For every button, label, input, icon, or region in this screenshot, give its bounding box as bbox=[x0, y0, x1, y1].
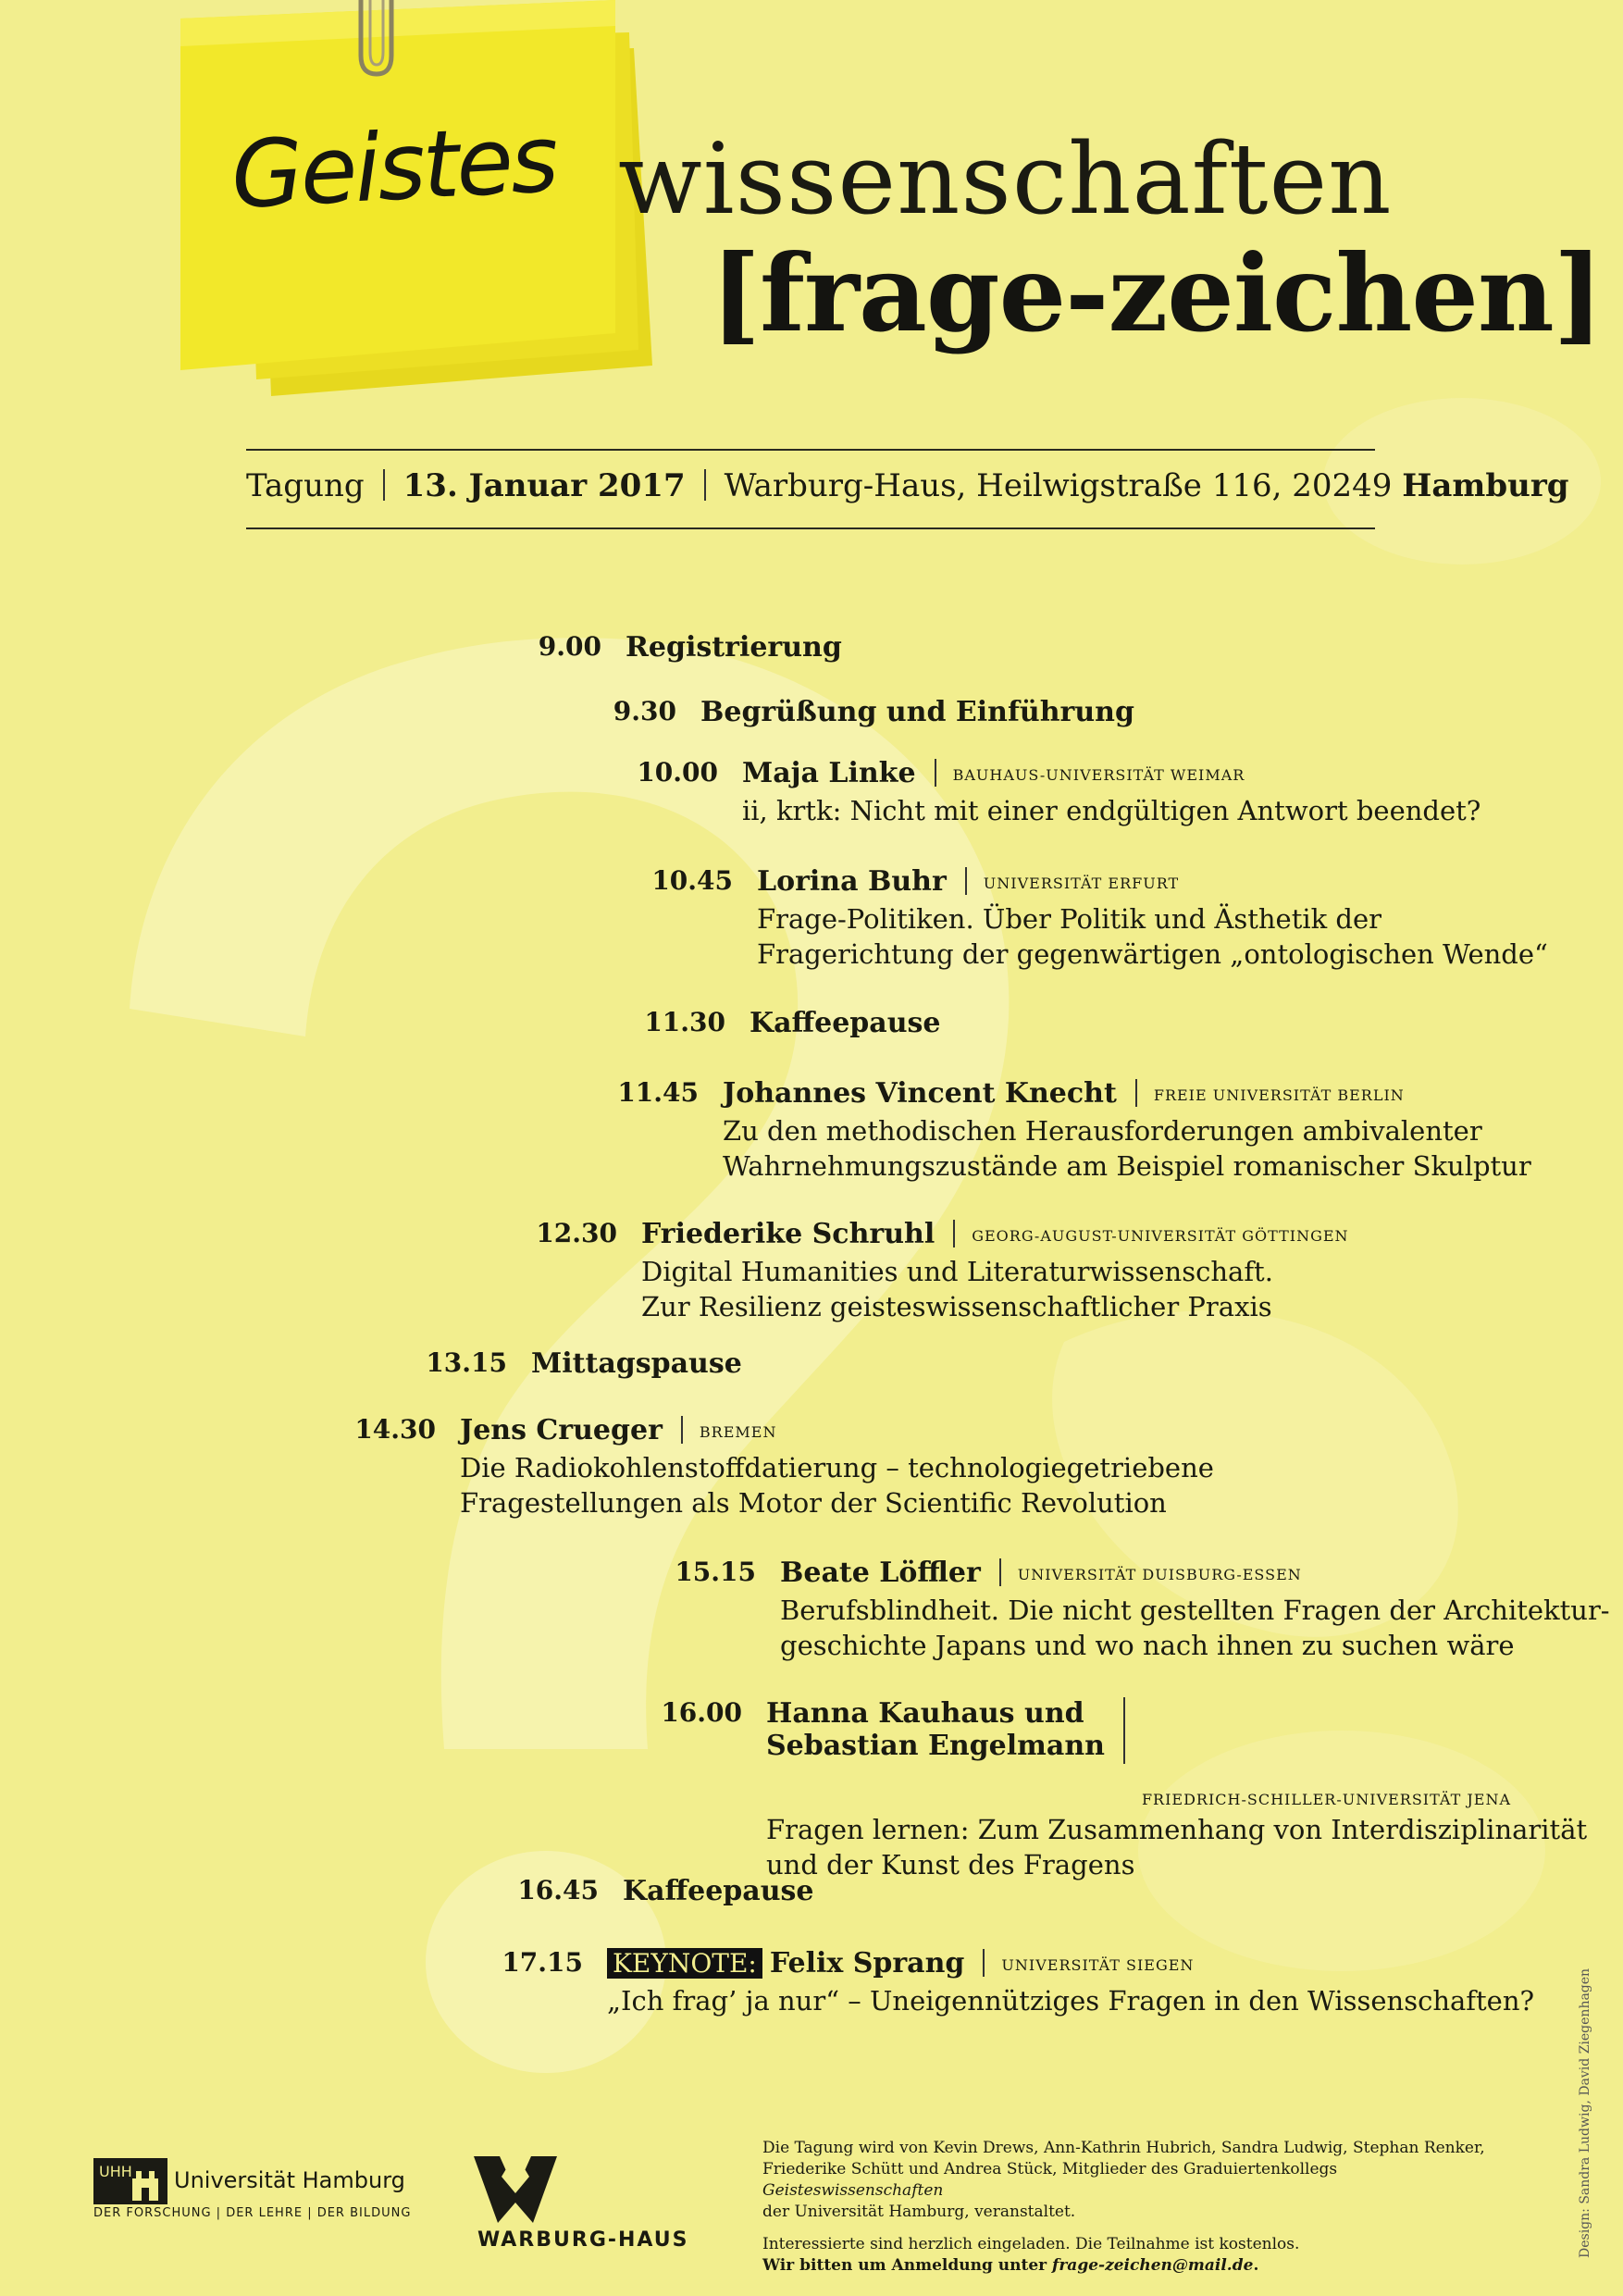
title-main: wissenschaften bbox=[618, 122, 1393, 236]
event-info bbox=[246, 467, 1569, 504]
speaker-name: Jens Crueger bbox=[460, 1414, 663, 1446]
speaker-name: Beate Löffler bbox=[780, 1557, 981, 1589]
speaker-name: Johannes Vincent Knecht bbox=[723, 1077, 1117, 1110]
speaker-institution: FRIEDRICH-SCHILLER-UNIVERSITÄT JENA bbox=[1141, 1791, 1512, 1808]
talk-title-line: Wahrnehmungszustände am Beispiel romanischer Skulptur bbox=[723, 1150, 1531, 1182]
organizers-line: Friederike Schütt und Andrea Stück, Mitglieder des Graduiertenkollegs bbox=[762, 2160, 1338, 2178]
program-time: 16.00 bbox=[661, 1697, 742, 1728]
speaker-names bbox=[766, 1697, 1105, 1762]
program-item bbox=[637, 757, 1481, 828]
uhh-motto: DER FORSCHUNG | DER LEHRE | DER BILDUNG bbox=[93, 2206, 412, 2220]
program-time: 12.30 bbox=[536, 1218, 617, 1248]
talk-title-line: Die Radiokohlenstoffdatierung – technologiegetriebene bbox=[460, 1452, 1214, 1483]
talk-title bbox=[460, 1450, 1214, 1520]
speaker-institution: UNIVERSITÄT SIEGEN bbox=[1001, 1956, 1195, 1974]
invitation-text bbox=[762, 2234, 1521, 2277]
separator bbox=[704, 469, 706, 501]
separator bbox=[999, 1558, 1001, 1586]
talk-title-line: Digital Humanities und Literaturwissenschaft. bbox=[641, 1256, 1273, 1287]
program-time: 16.45 bbox=[517, 1875, 599, 1905]
program-label: Kaffeepause bbox=[750, 1007, 941, 1039]
design-credit: Design: Sandra Ludwig, David Ziegenhagen bbox=[1578, 1967, 1592, 2258]
program-item bbox=[617, 1077, 1531, 1184]
talk-title-line: geschichte Japans und wo nach ihnen zu suchen wäre bbox=[780, 1630, 1515, 1661]
program-label: Mittagspause bbox=[531, 1347, 742, 1380]
registration-email[interactable]: frage-zeichen@mail.de bbox=[1052, 2256, 1254, 2275]
talk-title-line: „Ich frag’ ja nur“ – Uneigennütziges Fragen in den Wissenschaften? bbox=[607, 1985, 1535, 2017]
divider-top bbox=[246, 449, 1375, 451]
speaker-institution: UNIVERSITÄT ERFURT bbox=[983, 875, 1180, 892]
separator bbox=[935, 759, 936, 787]
invitation-line: Wir bitten um Anmeldung unter bbox=[762, 2256, 1053, 2275]
separator bbox=[383, 469, 385, 501]
program-time: 14.30 bbox=[354, 1414, 436, 1445]
speaker-institution: GEORG-AUGUST-UNIVERSITÄT GÖTTINGEN bbox=[972, 1227, 1349, 1245]
organizers-text bbox=[762, 2138, 1521, 2223]
program-label: Kaffeepause bbox=[623, 1875, 814, 1907]
program-item bbox=[502, 1947, 1535, 2018]
speaker-name: Felix Sprang bbox=[769, 1947, 965, 1980]
talk-title-line: Fragestellungen als Motor der Scientific Revolution bbox=[460, 1487, 1167, 1519]
event-venue: Warburg-Haus, Heilwigstraße 116, 20249 bbox=[724, 467, 1393, 504]
talk-title-line: Zur Resilienz geisteswissenschaftlicher Praxis bbox=[641, 1291, 1272, 1322]
program-item bbox=[426, 1347, 742, 1380]
college-name: Geisteswissenschaften bbox=[762, 2181, 944, 2200]
program-item bbox=[651, 865, 1548, 972]
separator bbox=[1123, 1697, 1125, 1764]
program-time: 13.15 bbox=[426, 1347, 507, 1378]
program-item bbox=[613, 696, 1134, 728]
talk-title-line: Fragerichtung der gegenwärtigen „ontologischen Wende“ bbox=[757, 938, 1548, 970]
talk-title bbox=[641, 1254, 1349, 1324]
uhh-name: Universität Hamburg bbox=[174, 2167, 405, 2193]
organizers-line: der Universität Hamburg, veranstaltet. bbox=[762, 2203, 1076, 2221]
event-city: Hamburg bbox=[1402, 467, 1569, 504]
event-date: 13. Januar 2017 bbox=[403, 467, 686, 504]
speaker-name: Lorina Buhr bbox=[757, 865, 947, 898]
keynote-badge: KEYNOTE: bbox=[607, 1948, 762, 1979]
title-script: Geistes bbox=[229, 104, 559, 230]
talk-title bbox=[766, 1812, 1587, 1882]
program-time: 9.30 bbox=[613, 696, 676, 726]
talk-title-line: Frage-Politiken. Über Politik und Ästhetik der bbox=[757, 903, 1382, 935]
program-item bbox=[536, 1218, 1349, 1324]
program-time: 9.00 bbox=[538, 631, 601, 662]
talk-title bbox=[742, 793, 1481, 828]
program-item bbox=[661, 1697, 1588, 1882]
talk-title bbox=[757, 901, 1548, 972]
program-item bbox=[538, 631, 842, 664]
speaker-institution: BREMEN bbox=[699, 1423, 777, 1441]
program-time: 17.15 bbox=[502, 1947, 583, 1978]
organizers-line: Die Tagung wird von Kevin Drews, Ann-Kathrin Hubrich, Sandra Ludwig, Stephan Renker, bbox=[762, 2139, 1485, 2157]
speaker-institution: FREIE UNIVERSITÄT BERLIN bbox=[1153, 1086, 1405, 1104]
talk-title bbox=[723, 1113, 1531, 1184]
speaker-institution: UNIVERSITÄT DUISBURG-ESSEN bbox=[1017, 1566, 1302, 1583]
warburg-name: WARBURG-HAUS bbox=[477, 2228, 689, 2252]
talk-title-line: Berufsblindheit. Die nicht gestellten Fragen der Architektur- bbox=[780, 1595, 1610, 1626]
talk-title-line: Fragen lernen: Zum Zusammenhang von Interdisziplinarität bbox=[766, 1814, 1588, 1845]
speaker-name: Maja Linke bbox=[742, 757, 916, 789]
program-label: Registrierung bbox=[626, 631, 842, 664]
footer-note bbox=[762, 2138, 1521, 2288]
program-time: 11.45 bbox=[617, 1077, 699, 1108]
event-type: Tagung bbox=[246, 467, 365, 504]
speaker-name: Hanna Kauhaus und bbox=[766, 1697, 1084, 1730]
warburg-logo-icon bbox=[474, 2156, 557, 2223]
program-time: 15.15 bbox=[675, 1557, 756, 1587]
separator bbox=[953, 1220, 955, 1247]
separator bbox=[965, 867, 967, 895]
divider-bottom bbox=[246, 527, 1375, 529]
program-item bbox=[675, 1557, 1610, 1663]
program-item bbox=[644, 1007, 941, 1039]
talk-title bbox=[607, 1983, 1534, 2018]
title-sub: [frage-zeichen] bbox=[711, 231, 1603, 355]
program-item bbox=[517, 1875, 814, 1907]
program-label: Begrüßung und Einführung bbox=[700, 696, 1134, 728]
uhh-logo-abbr: UHH bbox=[99, 2163, 132, 2180]
speaker-institution: BAUHAUS-UNIVERSITÄT WEIMAR bbox=[952, 766, 1245, 784]
speaker-name: Friederike Schruhl bbox=[641, 1218, 935, 1250]
invitation-line-end: . bbox=[1253, 2256, 1259, 2275]
speaker-name: Sebastian Engelmann bbox=[766, 1730, 1105, 1762]
program-time: 11.30 bbox=[644, 1007, 725, 1037]
talk-title-line: und der Kunst des Fragens bbox=[766, 1849, 1135, 1880]
talk-title bbox=[780, 1593, 1610, 1663]
invitation-line: Interessierte sind herzlich eingeladen. Die Teilnahme ist kostenlos. bbox=[762, 2235, 1300, 2253]
separator bbox=[1135, 1079, 1137, 1107]
talk-title-line: ii, krtk: Nicht mit einer endgültigen Antwort beendet? bbox=[742, 795, 1481, 826]
talk-title-line: Zu den methodischen Herausforderungen ambivalenter bbox=[723, 1115, 1482, 1147]
program-time: 10.45 bbox=[651, 865, 733, 896]
separator bbox=[681, 1416, 683, 1444]
separator bbox=[983, 1949, 985, 1977]
program-item bbox=[354, 1414, 1214, 1520]
program-time: 10.00 bbox=[637, 757, 718, 788]
uhh-logo bbox=[93, 2158, 167, 2204]
